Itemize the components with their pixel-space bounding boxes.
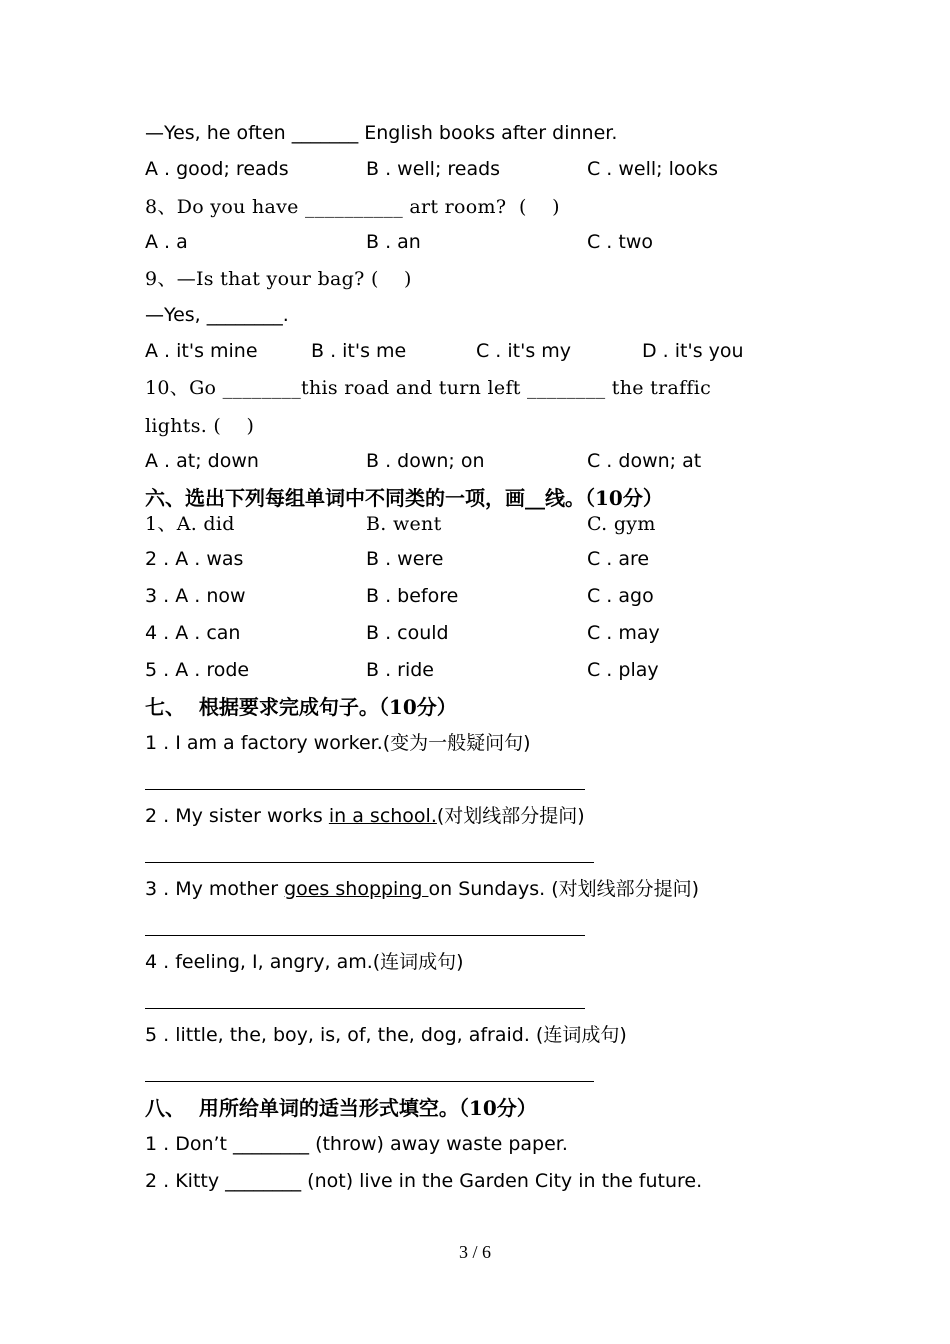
s7-item2-text: 2 . My sister works <box>145 805 329 827</box>
s6-row4-b: B . could <box>366 622 449 644</box>
q10-option-a: A . at; down <box>145 450 259 472</box>
q9-option-c: C . it's my <box>476 340 572 362</box>
q10-option-b: B . down; on <box>366 450 485 472</box>
s6-row2-c: C . are <box>587 548 650 570</box>
q7-option-c: C . well; looks <box>587 158 719 180</box>
section6-heading-blank: __ <box>525 486 545 510</box>
q10-question-line2: lights. ( ) <box>145 415 255 437</box>
q7-option-b: B . well; reads <box>366 158 501 180</box>
s6-row4-a: 4 . A . can <box>145 622 241 644</box>
s6-row2-a: 2 . A . was <box>145 548 244 570</box>
s7-item5 <box>145 1023 627 1047</box>
section8-heading: 八、 用所给单词的适当形式填空。（10分） <box>145 1096 537 1120</box>
q8-option-a: A . a <box>145 231 188 253</box>
q7-option-a: A . good; reads <box>145 158 289 180</box>
section6-heading-pre: 六、选出下列每组单词中不同类的一项，画 <box>145 486 525 510</box>
s6-row1-a: 1、A. did <box>145 513 235 535</box>
s7-item4 <box>145 950 464 974</box>
s6-row5-a: 5 . A . rode <box>145 659 250 681</box>
s6-row5-b: B . ride <box>366 659 434 681</box>
s6-row1-c: C. gym <box>587 513 656 535</box>
section6-heading <box>145 486 663 510</box>
s8-item1: 1 . Don’t ________ (throw) away waste paper. <box>145 1133 568 1155</box>
page-number: 3 / 6 <box>458 1242 491 1262</box>
q9-option-a: A . it's mine <box>145 340 258 362</box>
s6-row3-c: C . ago <box>587 585 654 607</box>
s7-item1-answer-line[interactable] <box>145 789 585 790</box>
section6-heading-post: 线。（10分） <box>545 486 663 510</box>
s7-item2-instruction: (对划线部分提问) <box>436 805 585 827</box>
s7-item5-text: 5 . little, the, boy, is, of, the, dog, afraid. (连词成句) <box>145 1024 627 1046</box>
s6-row4-c: C . may <box>587 622 660 644</box>
s7-item3-text: 3 . My mother <box>145 878 285 900</box>
q9-answer-line: —Yes, ________. <box>145 304 289 326</box>
q10-question-line1: 10、Go ________this road and turn left ________ the traffic <box>145 377 712 399</box>
s7-item2-underlined: in a school. <box>328 805 437 827</box>
s7-item3-instruction: on Sundays. (对划线部分提问) <box>428 878 700 900</box>
s8-item2: 2 . Kitty ________ (not) live in the Garden City in the future. <box>145 1170 703 1192</box>
q8-option-b: B . an <box>366 231 421 253</box>
s6-row1-b: B. went <box>366 513 442 535</box>
s7-item1-text: 1 . I am a factory worker.(变为一般疑问句) <box>145 732 531 754</box>
s6-row3-a: 3 . A . now <box>145 585 246 607</box>
s7-item3-answer-line[interactable] <box>145 935 585 936</box>
s7-item4-text: 4 . feeling, I, angry, am.(连词成句) <box>145 951 464 973</box>
q9-option-d: D . it's you <box>642 340 744 362</box>
s7-item2 <box>145 804 585 828</box>
q9-question: 9、—Is that your bag? ( ) <box>145 268 412 290</box>
s7-item3 <box>145 877 699 901</box>
s7-item2-answer-line[interactable] <box>145 862 594 863</box>
q10-option-c: C . down; at <box>587 450 702 472</box>
s7-item3-underlined: goes shopping <box>284 878 429 900</box>
s7-item5-answer-line[interactable] <box>145 1081 594 1082</box>
s6-row2-b: B . were <box>366 548 444 570</box>
q8-question: 8、Do you have __________ art room? ( ) <box>145 196 560 218</box>
section7-heading: 七、 根据要求完成句子。（10分） <box>145 695 457 719</box>
s7-item1 <box>145 731 531 755</box>
q9-option-b: B . it's me <box>311 340 407 362</box>
q8-option-c: C . two <box>587 231 653 253</box>
s6-row3-b: B . before <box>366 585 459 607</box>
s6-row5-c: C . play <box>587 659 659 681</box>
q7-answer-line: —Yes, he often _______ English books after dinner. <box>145 122 618 144</box>
s7-item4-answer-line[interactable] <box>145 1008 585 1009</box>
